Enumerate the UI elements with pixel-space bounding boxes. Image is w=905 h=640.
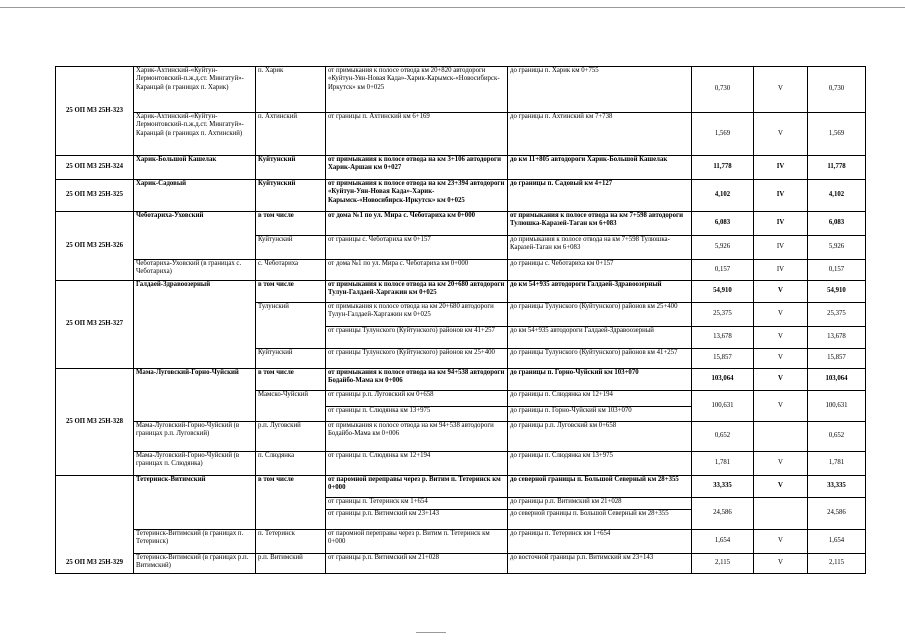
length: 33,335	[692, 476, 754, 498]
category: V	[754, 281, 808, 303]
table-row	[56, 180, 866, 212]
location: р.п. Витимский	[256, 554, 326, 574]
category: V	[754, 67, 808, 113]
category: IV	[754, 212, 808, 236]
road-code: 25 ОП МЗ 25Н-328	[56, 369, 134, 476]
from-point: от паромной переправы через р. Витим п. Тетеринск км 0+000	[326, 476, 508, 498]
from-point: от границы Тулунского (Куйтунского) районов км 41+257	[326, 327, 508, 349]
to-point: до восточной границы р.п. Витимский км 23+143	[508, 554, 692, 574]
location: в том числе	[256, 369, 326, 391]
from-point: от примыкания к полосе отвода на км 94+538 автодороги Бодайбо-Мама км 0+006	[326, 422, 508, 452]
to-point: до примыкания к полосе отвода на км 7+598 Тулюшка-Каразей-Таган км 6+083	[508, 236, 692, 260]
table-row	[56, 530, 866, 554]
category	[754, 498, 808, 530]
location: Куйтунский	[256, 236, 326, 260]
total-length: 24,586	[808, 498, 866, 530]
length: 24,586	[692, 498, 754, 530]
category: IV	[754, 156, 808, 180]
from-point: от границы с. Чеботариха км 0+157	[326, 236, 508, 260]
location: Тулунский	[256, 303, 326, 349]
road-code: 25 ОП МЗ 25Н-325	[56, 180, 134, 212]
location: в том числе	[256, 281, 326, 303]
from-point: от границы р.п. Луговский км 0+658	[326, 391, 508, 407]
road-name: Мама-Луговский-Горно-Чуйский (в границах р.п. Луговский)	[134, 422, 256, 452]
length: 4,102	[692, 180, 754, 212]
total-length: 0,157	[808, 260, 866, 281]
to-point: до границы п. Горно-Чуйский км 103+070	[508, 369, 692, 391]
location: Куйтунский	[256, 349, 326, 369]
scan-line-bottom	[416, 632, 446, 633]
road-name: Харик-Большой Кашелак	[134, 156, 256, 180]
location: п. Слюдянка	[256, 452, 326, 476]
length: 2,115	[692, 554, 754, 574]
table-row	[56, 113, 866, 156]
length: 15,857	[692, 349, 754, 369]
from-point: от примыкания к полосе отвода км 20+820 автодороги «Куйтун-Уян-Новая Када»-Харик-Карымск-«Новосибирск-Иркутск» км 0+025	[326, 67, 508, 113]
total-length: 6,083	[808, 212, 866, 236]
to-point: до границы р.п. Витимский км 21+028	[508, 498, 692, 510]
location: Куйтунский	[256, 180, 326, 212]
location: п. Ахтинский	[256, 113, 326, 156]
total-length: 54,910	[808, 281, 866, 303]
table-row	[56, 369, 866, 391]
road-code: 25 ОП МЗ 25Н-326	[56, 212, 134, 281]
to-point: до границы п. Харик км 0+755	[508, 67, 692, 113]
from-point: от границы п. Слюдянка км 13+975	[326, 407, 508, 422]
location: п. Тетеринск	[256, 530, 326, 554]
length: 5,926	[692, 236, 754, 260]
length: 13,678	[692, 327, 754, 349]
from-point: от примыкания к полосе отвода на км 20+680 автодороги Тулун-Галдаей-Харгажин км 0+025	[326, 281, 508, 303]
category: V	[754, 452, 808, 476]
location: Куйтунский	[256, 156, 326, 180]
category: V	[754, 327, 808, 349]
to-point: до границы р.п. Луговский км 0+658	[508, 422, 692, 452]
total-length: 25,375	[808, 303, 866, 327]
length: 1,569	[692, 113, 754, 156]
road-name: Харик-Ахтинский-«Куйтун-Лермонтовский-п.ж.д.ст. Мингатуй»-Каранцай (в границах п. Харик)	[134, 67, 256, 113]
from-point: от паромной переправы через р. Витим п. Тетеринск км 0+000	[326, 530, 508, 554]
from-point: от примыкания к полосе отвода на км 94+538 автодороги Бодайбо-Мама км 0+006	[326, 369, 508, 391]
table-row	[56, 67, 866, 113]
total-length: 0,730	[808, 67, 866, 113]
table-row	[56, 554, 866, 574]
length: 25,375	[692, 303, 754, 327]
from-point: от границы п. Ахтинский км 6+169	[326, 113, 508, 156]
to-point: до границы п. Слюдянка км 12+194	[508, 391, 692, 407]
table-row	[56, 260, 866, 281]
to-point: до границы п. Слюдянка км 13+975	[508, 452, 692, 476]
from-point: от примыкания к полосе отвода на км 3+106 автодороги Харик-Аршан км 0+027	[326, 156, 508, 180]
category: IV	[754, 260, 808, 281]
from-point: от границы Тулунского (Куйтунского) районов км 25+400	[326, 349, 508, 369]
category: V	[754, 349, 808, 369]
road-code: 25 ОП МЗ 25Н-327	[56, 281, 134, 369]
to-point: до км 11+805 автодороги Харик-Большой Кашелак	[508, 156, 692, 180]
category: V	[754, 554, 808, 574]
from-point: от границы п. Тетеринск км 1+654	[326, 498, 508, 510]
road-name: Харик-Садовый	[134, 180, 256, 212]
length: 1,654	[692, 530, 754, 554]
total-length: 2,115	[808, 554, 866, 574]
table-row	[56, 156, 866, 180]
total-length: 11,778	[808, 156, 866, 180]
total-length: 15,857	[808, 349, 866, 369]
length: 0,157	[692, 260, 754, 281]
table-row	[56, 212, 866, 236]
length: 1,781	[692, 452, 754, 476]
to-point: до границы Тулунского (Куйтунского) районов км 25+400	[508, 303, 692, 327]
to-point: до км 54+935 автодороги Галдаей-Здравоозерный	[508, 281, 692, 303]
location: с. Чеботариха	[256, 260, 326, 281]
road-name: Мама-Луговский-Горно-Чуйский (в границах п. Слюдянка)	[134, 452, 256, 476]
to-point: до границы п. Тетеринск км 1+654	[508, 530, 692, 554]
length: 103,064	[692, 369, 754, 391]
length: 6,083	[692, 212, 754, 236]
from-point: от примыкания к полосе отвода на км 23+394 автодороги «Куйтун-Уян-Новая Када»-Харик-Карымск-«Новосибирск-Иркутск» км 0+025	[326, 180, 508, 212]
road-name: Мама-Луговский-Горно-Чуйский	[134, 369, 256, 422]
to-point: до границы Тулунского (Куйтунского) районов км 41+257	[508, 349, 692, 369]
total-length: 103,064	[808, 369, 866, 391]
location: Мамско-Чуйский	[256, 391, 326, 422]
total-length: 0,652	[808, 422, 866, 452]
to-point: до северной границы п. Большой Северный км 28+355	[508, 510, 692, 530]
total-length: 5,926	[808, 236, 866, 260]
from-point: от границы р.п. Витимский км 21+028	[326, 554, 508, 574]
road-name: Харик-Ахтинский-«Куйтун-Лермонтовский-п.ж.д.ст. Мингатуй»-Каранцай (в границах п. Ахтинский)	[134, 113, 256, 156]
table-row	[56, 422, 866, 452]
category: V	[754, 369, 808, 391]
category: V	[754, 113, 808, 156]
category: IV	[754, 236, 808, 260]
total-length: 13,678	[808, 327, 866, 349]
total-length: 4,102	[808, 180, 866, 212]
location: п. Харик	[256, 67, 326, 113]
to-point: от примыкания к полосе отвода на км 7+598 автодороги Тулюшка-Каразей-Таган км 6+083	[508, 212, 692, 236]
location: в том числе	[256, 212, 326, 236]
road-code: 25 ОП МЗ 25Н-324	[56, 156, 134, 180]
scan-line-top	[0, 7, 905, 8]
road-name: Галдаей-Здравоозерный	[134, 281, 256, 369]
to-point: до границы с. Чеботариха км 0+157	[508, 260, 692, 281]
road-code: 25 ОП МЗ 25Н-323	[56, 67, 134, 156]
road-name: Тетеринск-Витимский (в границах п. Тетеринск)	[134, 530, 256, 554]
total-length: 1,654	[808, 530, 866, 554]
table-row	[56, 281, 866, 303]
road-register-table	[55, 66, 865, 590]
category: V	[754, 391, 808, 422]
from-point: от примыкания к полосе отвода на км 20+680 автодороги Тулун-Галдаей-Харгажин км 0+025	[326, 303, 508, 327]
road-code: 25 ОП МЗ 25Н-329	[56, 476, 134, 574]
category: IV	[754, 180, 808, 212]
length: 0,652	[692, 422, 754, 452]
category: V	[754, 530, 808, 554]
from-point: от границы п. Слюдянка км 12+194	[326, 452, 508, 476]
road-name: Тетеринск-Витимский	[134, 476, 256, 530]
length: 11,778	[692, 156, 754, 180]
total-length: 100,631	[808, 391, 866, 422]
from-point: от границы р.п. Витимский км 23+143	[326, 510, 508, 530]
table-row	[56, 452, 866, 476]
total-length: 1,569	[808, 113, 866, 156]
road-name: Чеботариха-Уховский	[134, 212, 256, 260]
location: р.п. Луговский	[256, 422, 326, 452]
to-point: до северной границы п. Большой Северный км 28+355	[508, 476, 692, 498]
to-point: до км 54+935 автодороги Галдаей-Здравоозерный	[508, 327, 692, 349]
from-point: от дома №1 по ул. Мира с. Чеботариха км 0+000	[326, 212, 508, 236]
to-point: до границы п. Садовый км 4+127	[508, 180, 692, 212]
category: V	[754, 476, 808, 498]
total-length: 33,335	[808, 476, 866, 498]
table-row	[56, 476, 866, 498]
category	[754, 422, 808, 452]
location: в том числе	[256, 476, 326, 530]
total-length: 1,781	[808, 452, 866, 476]
road-name: Чеботариха-Уховский (в границах с. Чеботариха)	[134, 260, 256, 281]
length: 54,910	[692, 281, 754, 303]
from-point: от дома №1 по ул. Мира с. Чеботариха км 0+000	[326, 260, 508, 281]
length: 100,631	[692, 391, 754, 422]
to-point: до границы п. Горно-Чуйский км 103+070	[508, 407, 692, 422]
length: 0,730	[692, 67, 754, 113]
category: V	[754, 303, 808, 327]
to-point: до границы п. Ахтинский км 7+738	[508, 113, 692, 156]
road-name: Тетеринск-Витимский (в границах р.п. Витимский)	[134, 554, 256, 574]
